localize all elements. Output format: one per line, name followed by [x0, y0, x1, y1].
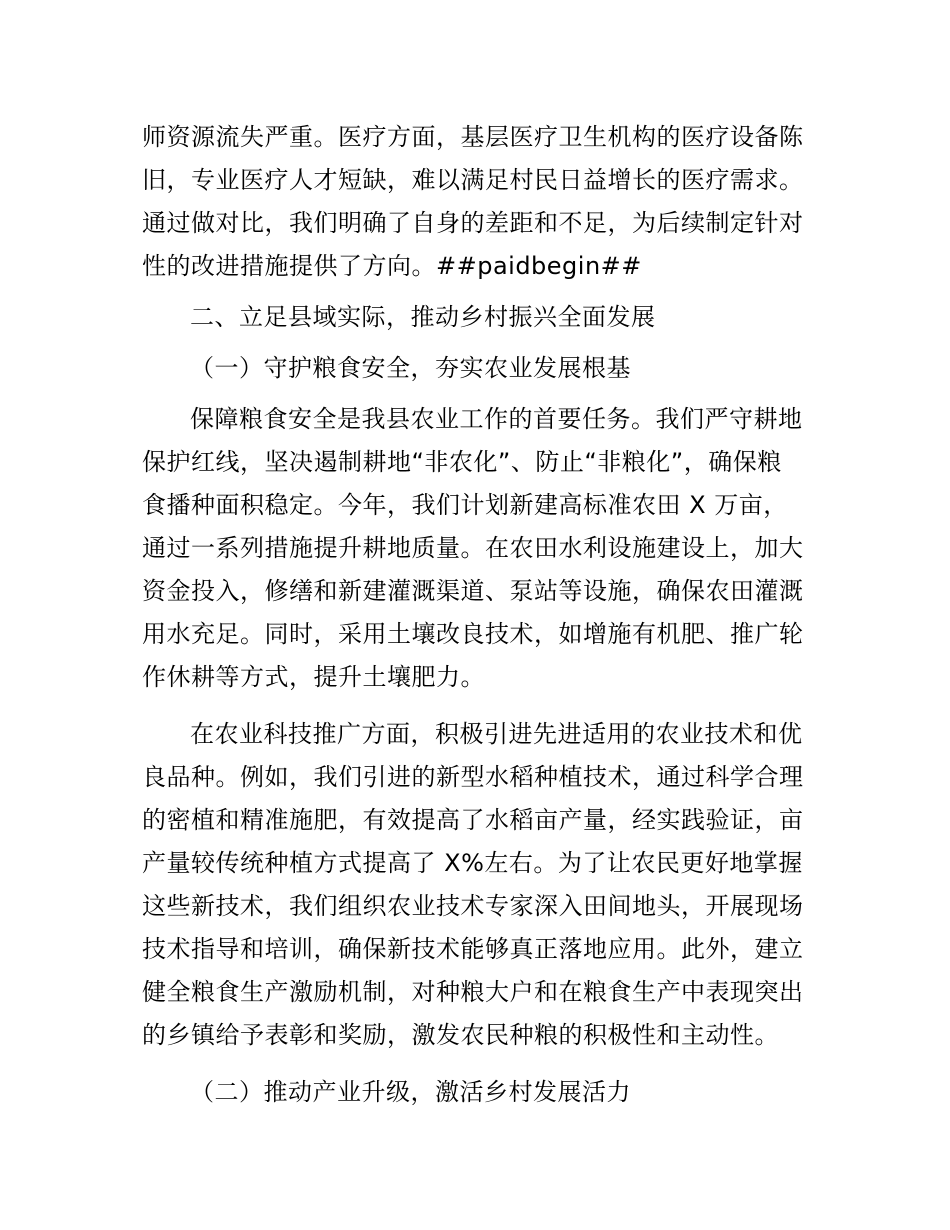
text-line: 作休耕等方式，提升土壤肥力。: [142, 663, 485, 691]
subsection-heading: [142, 1071, 814, 1114]
subheading-text: （一）守护粮食安全，夯实农业发展根基: [190, 354, 631, 382]
text-line: 产量较传统种植方式提高了 X%左右。为了让农民更好地掌握: [142, 849, 803, 877]
text-line: 通过做对比，我们明确了自身的差距和不足，为后续制定针对: [142, 209, 804, 237]
text-line: 师资源流失严重。医疗方面，基层医疗卫生机构的医疗设备陈: [142, 123, 804, 151]
document-page: [142, 116, 814, 1114]
text-line: 保障粮食安全是我县农业工作的首要任务。我们严守耕地: [190, 405, 803, 433]
text-line: 性的改进措施提供了方向。##paidbegin##: [142, 252, 642, 280]
text-line: 用水充足。同时，采用土壤改良技术，如增施有机肥、推广轮: [142, 620, 804, 648]
text-line: 的密植和精准施肥，有效提高了水稻亩产量，经实践验证，亩: [142, 806, 804, 834]
text-line: 在农业科技推广方面，积极引进先进适用的农业技术和优: [190, 720, 803, 748]
text-line: 的乡镇给予表彰和奖励，激发农民种粮的积极性和主动性。: [142, 1021, 779, 1049]
subheading-text: （二）推动产业升级，激活乡村发展活力: [190, 1078, 631, 1106]
text-line: 食播种面积稳定。今年，我们计划新建高标准农田 X 万亩，: [142, 491, 788, 519]
body-paragraph: [142, 713, 814, 1057]
text-line: 旧，专业医疗人才短缺，难以满足村民日益增长的医疗需求。: [142, 166, 804, 194]
text-line: 通过一系列措施提升耕地质量。在农田水利设施建设上，加大: [142, 534, 804, 562]
text-line: 技术指导和培训，确保新技术能够真正落地应用。此外，建立: [142, 935, 804, 963]
heading-text: 二、立足县域实际，推动乡村振兴全面发展: [190, 303, 656, 331]
body-paragraph: [142, 398, 814, 699]
text-line: 健全粮食生产激励机制，对种粮大户和在粮食生产中表现突出: [142, 978, 804, 1006]
text-line: 保护红线，坚决遏制耕地“非农化”、防止“非粮化”，确保粮: [142, 448, 782, 476]
body-paragraph: [142, 116, 814, 288]
subsection-heading: [142, 347, 814, 390]
text-line: 良品种。例如，我们引进的新型水稻种植技术，通过科学合理: [142, 763, 804, 791]
text-line: 这些新技术，我们组织农业技术专家深入田间地头，开展现场: [142, 892, 804, 920]
text-line: 资金投入，修缮和新建灌溉渠道、泵站等设施，确保农田灌溉: [142, 577, 804, 605]
section-heading: [142, 296, 814, 339]
